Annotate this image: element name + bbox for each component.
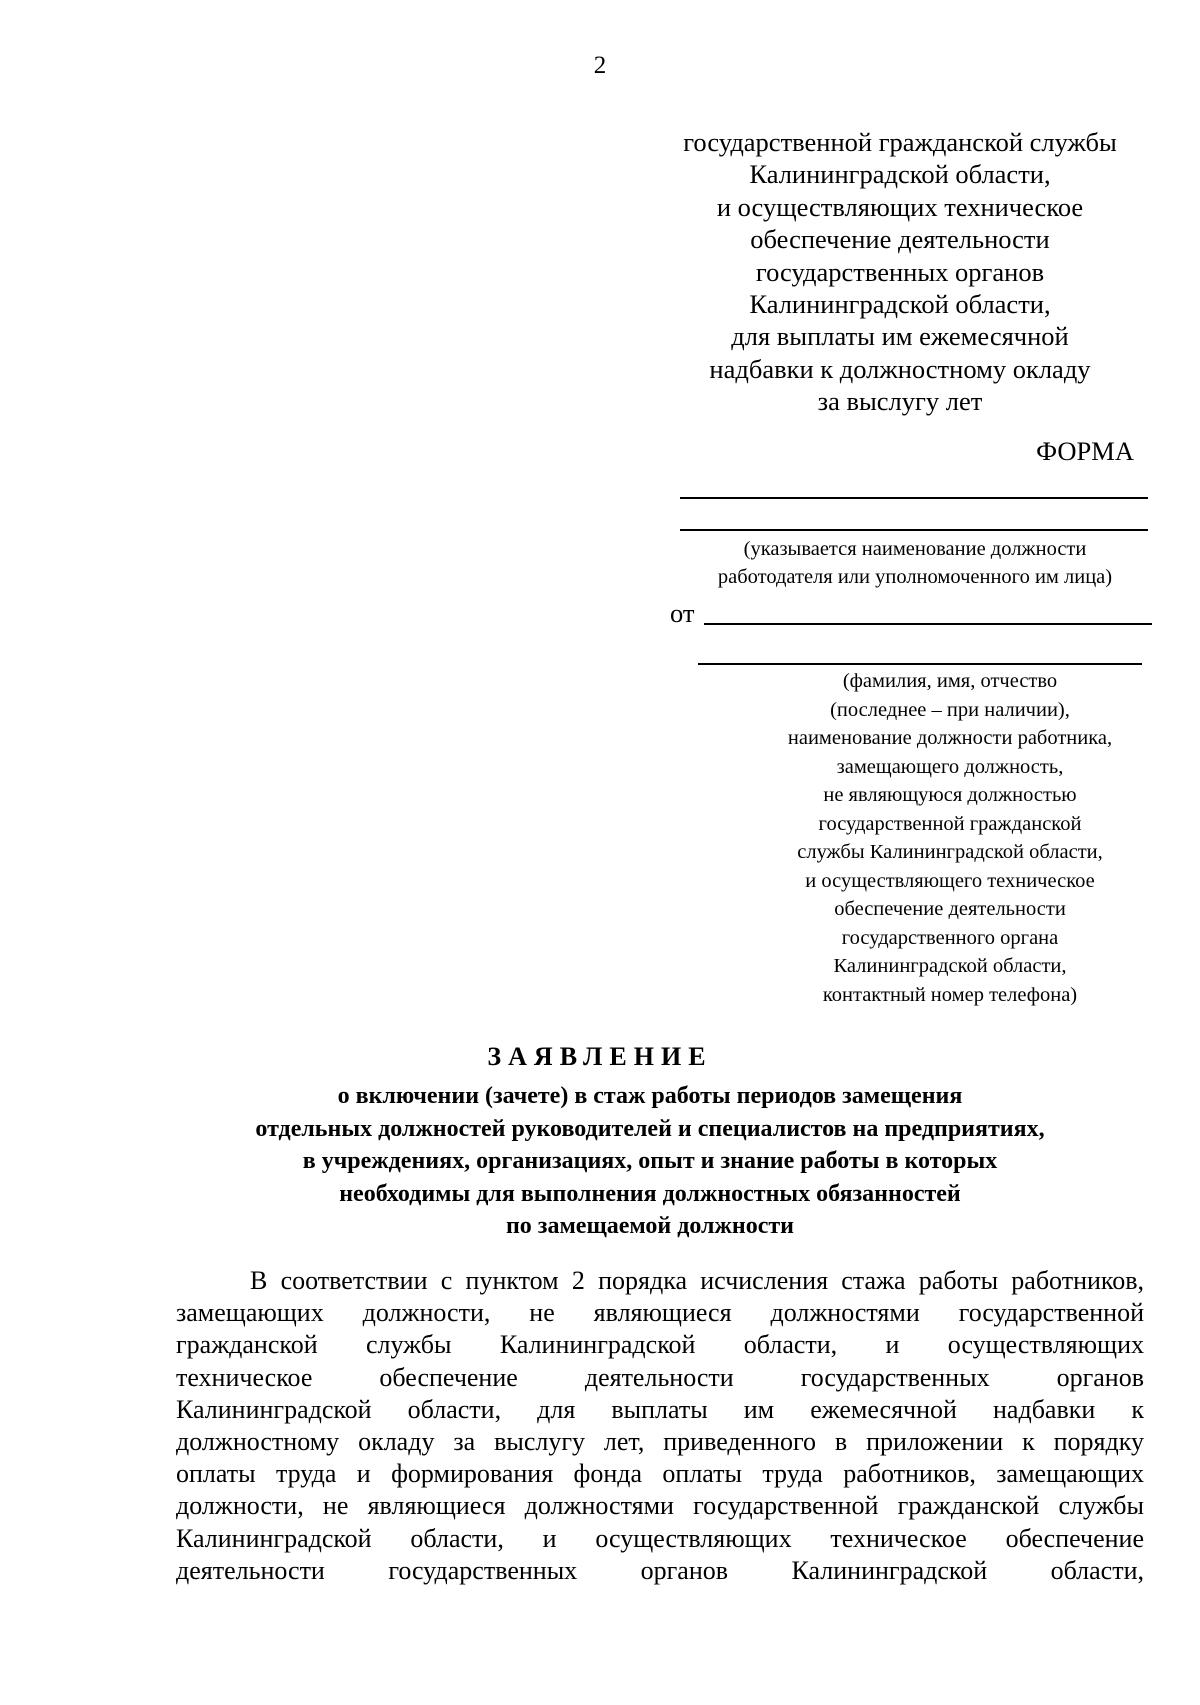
subtitle-line: по замещаемой должности xyxy=(505,1213,795,1240)
header-line: обеспечение деятельности xyxy=(750,224,1050,255)
header-line: и осуществляющих техническое xyxy=(716,191,1084,222)
subtitle-line: необходимы для выполнения должностных обязанностей xyxy=(339,1180,961,1207)
body-line: гражданской службы Калининградской области, и осуществляющих xyxy=(176,1330,1144,1360)
body-line: замещающих должности, не являющиеся должностями государственной xyxy=(176,1298,1144,1328)
header-line: за выслугу лет xyxy=(817,386,983,417)
subtitle-line: о включении (зачете) в стаж работы периодов замещения xyxy=(337,1083,963,1109)
body-line: оплаты труда и формирования фонда оплаты труда работников, замещающих xyxy=(176,1459,1144,1489)
body-paragraph xyxy=(176,1265,1144,1587)
body-line: деятельности государственных органов Калининградской области, xyxy=(176,1555,1144,1585)
header-line: для выплаты им ежемесячной xyxy=(731,321,1069,352)
body-line: Калининградской области, и осуществляющих техническое обеспечение xyxy=(176,1523,1144,1553)
document-title: ЗАЯВЛЕНИЕ xyxy=(487,1042,713,1071)
from-label: от xyxy=(670,598,695,628)
document-subtitle xyxy=(150,1080,1150,1243)
form-header xyxy=(666,126,1134,418)
applicant-caption-line: государственного органа xyxy=(841,926,1059,949)
applicant-caption-line: службы Калининградской области, xyxy=(797,841,1103,863)
header-line: государственных органов xyxy=(755,256,1045,287)
employer-caption xyxy=(680,535,1150,591)
applicant-field-line-1[interactable] xyxy=(704,623,1152,625)
applicant-caption-line: Калининградской области, xyxy=(833,955,1067,977)
header-line: надбавки к должностному окладу xyxy=(709,353,1091,384)
body-line: техническое обеспечение деятельности государственных органов xyxy=(176,1362,1144,1392)
applicant-caption xyxy=(750,667,1150,1009)
body-line: Калининградской области, для выплаты им ежемесячной надбавки к xyxy=(176,1394,1144,1424)
applicant-caption-line: и осуществляющего техническое xyxy=(805,869,1095,892)
applicant-caption-line: государственной гражданской xyxy=(818,812,1082,835)
applicant-caption-line: не являющуюся должностью xyxy=(823,784,1077,806)
body-line: должности, не являющиеся должностями государственной гражданской службы xyxy=(176,1491,1144,1521)
applicant-caption-line: контактный номер телефона) xyxy=(822,983,1078,1006)
applicant-caption-line: наименование должности работника, xyxy=(787,727,1113,749)
employer-field-line-1[interactable] xyxy=(680,497,1148,499)
applicant-field-line-2[interactable] xyxy=(698,663,1142,665)
employer-caption-line: (указывается наименование должности xyxy=(743,538,1087,560)
body-line: должностному окладу за выслугу лет, приведенного в приложении к порядку xyxy=(176,1427,1144,1457)
applicant-caption-line: (фамилия, имя, отчество xyxy=(842,670,1058,692)
subtitle-line: отдельных должностей руководителей и специалистов на предприятиях, xyxy=(255,1115,1045,1142)
body-line: В соответствии с пунктом 2 порядка исчисления стажа работы работников, xyxy=(250,1266,1144,1295)
page-number: 2 xyxy=(593,52,607,79)
header-line: государственной гражданской службы xyxy=(683,127,1117,157)
header-line: Калининградской области, xyxy=(749,289,1051,320)
employer-caption-line: работодателя или уполномоченного им лица) xyxy=(717,566,1113,588)
form-label: ФОРМА xyxy=(1036,436,1134,466)
applicant-caption-line: (последнее – при наличии), xyxy=(830,698,1070,721)
header-line: Калининградской области, xyxy=(749,159,1051,190)
subtitle-line: в учреждениях, организациях, опыт и знание работы в которых xyxy=(302,1148,998,1175)
applicant-caption-line: замещающего должность, xyxy=(836,755,1064,778)
applicant-caption-line: обеспечение деятельности xyxy=(834,898,1066,920)
employer-field-line-2[interactable] xyxy=(680,529,1148,531)
